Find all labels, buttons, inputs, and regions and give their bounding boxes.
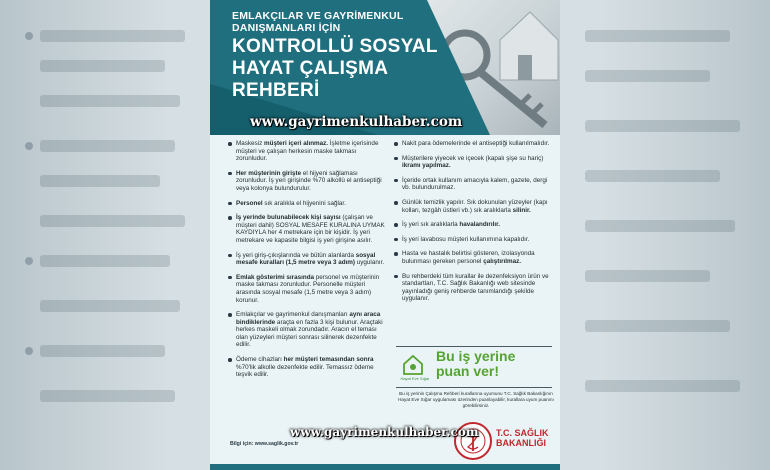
rule-item <box>394 155 552 170</box>
rule-emphasis: sosyal mesafe kuralları (1,5 metre veya 3 adım) <box>236 251 376 267</box>
bullet-icon <box>394 142 398 146</box>
rule-item <box>394 236 552 244</box>
rule-text: İş yeri sık aralıklarla <box>402 221 460 229</box>
blurred-right-column <box>565 0 770 470</box>
rule-item <box>228 311 386 349</box>
rule-item <box>394 250 552 265</box>
rule-text: (çalışan ve müşteri dahil) SOSYAL MESAFE KURALINA UYMAK KAYDIYLA her 4 metrekare için bir kişidir. İş yeri metrekare ve kapasite bilgisi iş yeri girişine asılır. <box>236 214 385 244</box>
rule-text: araçta en fazla 3 kişi bulunur. Araçtaki herkes maskeli olmak zorundadır. Aracın el teması olan yüzeyleri müşteri sonrası silinerek dezenfekte edilir. <box>236 318 383 349</box>
info-link: Bilgi için: www.saglik.gov.tr <box>230 441 299 447</box>
rule-emphasis: aynı araca bindiklerinde <box>236 311 381 326</box>
rule-text: Bu rehberdeki tüm kurallar ile dezenfeksiyon ürün ve standartları, T.C. Sağlık Bakanlığı web sitesinde yayınladığı geniş rehberde tanımlandığı şekilde uygulanır. <box>402 272 549 303</box>
bullet-icon <box>228 254 232 258</box>
rule-emphasis: İş yerinde bulunabilecek kişi sayısı <box>236 214 341 222</box>
rule-text: Maskesiz <box>236 140 264 147</box>
rule-item <box>394 177 552 192</box>
poster-subtitle: EMLAKÇILAR VE GAYRİMENKUL DANIŞMANLARI İÇİN <box>232 10 404 34</box>
bullet-icon <box>394 275 398 279</box>
rule-item <box>394 140 552 148</box>
rule-item <box>228 140 386 163</box>
rating-box <box>396 346 552 388</box>
rule-emphasis: Personel <box>236 199 263 207</box>
rule-item <box>228 252 386 267</box>
bullet-icon <box>394 157 398 161</box>
bullet-icon <box>228 202 232 206</box>
ministry-line1: T.C. SAĞLIK <box>496 428 549 438</box>
rule-text: İş yeri lavabosu müşteri kullanımına kapalıdır. <box>402 235 530 243</box>
bullet-icon <box>394 252 398 256</box>
rule-text: Müşterilere yiyecek ve içecek (kapalı şişe su hariç) <box>402 154 544 162</box>
rating-note: Bu iş yerinin Çalışma Rehberi kurallarına uyumunu T.C. Sağlık Bakanlığının Hayat Eve Sığar uygulaması üzerinden puanlayabilir, kurallara uyum puanını görebilirsiniz. <box>398 391 554 408</box>
rule-item <box>228 274 386 304</box>
watermark-top: www.gayrimenkulhaber.com <box>250 114 463 130</box>
rule-text: İçeride ortak kullanım amacıyla kalem, gazete, dergi vb. bulundurulmaz. <box>402 176 548 192</box>
rule-text: Emlakçılar ve gayrimenkul danışmanları <box>236 311 350 319</box>
rule-text: el hijyeni sağlaması zorunludur. İş yeri girişinde %70 alkollü el antiseptiği veya kolonya bulundurulur. <box>236 169 382 192</box>
rule-emphasis: her müşteri temasından sonra <box>283 356 374 364</box>
footer-bar <box>210 464 560 470</box>
rule-item <box>228 214 386 244</box>
rule-emphasis: müşteri içeri alınmaz. <box>264 140 329 147</box>
rule-emphasis: Emlak gösterimi sırasında <box>236 273 315 281</box>
rule-item <box>394 273 552 303</box>
rule-text: %70'lik alkolle dezenfekte edilir. Temassız ödeme teşvik edilir. <box>236 363 374 379</box>
rule-text: sık aralıkla el hijyenini sağlar. <box>262 199 346 207</box>
poster-title: KONTROLLÜ SOSYAL HAYAT ÇALIŞMA REHBERİ <box>232 36 438 101</box>
rating-title: Bu iş yerine puan ver! <box>436 348 516 379</box>
rule-item <box>228 200 386 208</box>
rule-emphasis: silinir. <box>512 206 531 214</box>
rule-emphasis: havalandırılır. <box>459 221 500 229</box>
rule-emphasis: çalıştırılmaz. <box>483 257 522 265</box>
bullet-icon <box>228 313 232 317</box>
rule-text: İş yeri giriş-çıkışlarında ve bütün alanlarda <box>236 251 356 259</box>
bullet-icon <box>394 179 398 183</box>
rule-item <box>394 199 552 214</box>
rules-left-column <box>228 140 386 386</box>
rating-icon-caption: Hayat Eve Sığar <box>400 376 430 381</box>
bullet-icon <box>394 238 398 242</box>
rule-emphasis: ikramı yapılmaz. <box>402 162 451 170</box>
bullet-icon <box>228 142 232 146</box>
rule-text: Günlük temizlik yapılır. Sık dokunulan yüzeyler (kapı kolları, tezgâh üstleri vb.) sık aralıklarla <box>402 198 548 214</box>
guide-poster <box>210 0 560 470</box>
rule-text: Nakit para ödemelerinde el antiseptiği kullanılmalıdır. <box>402 140 550 147</box>
rule-text: uygulanır. <box>355 259 385 267</box>
bullet-icon <box>394 223 398 227</box>
hayat-eve-sigar-icon <box>402 352 424 376</box>
rule-text: personel ve müşterinin maske takması zorunludur. Personelle müşteri arasında sosyal mesafe (1,5 metre veya 3 adım) korunur. <box>236 273 380 304</box>
ministry-line2: BAKANLIĞI <box>496 438 546 448</box>
blurred-left-column <box>0 0 205 470</box>
bullet-icon <box>228 216 232 220</box>
bullet-icon <box>228 172 232 176</box>
bullet-icon <box>228 276 232 280</box>
rule-text: İşletme içerisinde müşteri ve çalışan herkesin maske takması zorunludur. <box>236 140 379 163</box>
rule-item <box>228 356 386 379</box>
bullet-icon <box>394 201 398 205</box>
rule-item <box>394 221 552 229</box>
rule-text: Hasta ve hastalık belirtisi gösteren, izolasyonda bulunması gereken personel <box>402 250 535 265</box>
watermark-bottom: www.gayrimenkulhaber.com <box>290 425 479 439</box>
bullet-icon <box>228 358 232 362</box>
ministry-name <box>496 428 549 448</box>
rule-item <box>228 170 386 193</box>
rule-emphasis: Her müşterinin girişte <box>236 169 302 177</box>
rules-right-column <box>394 140 552 310</box>
rule-text: Ödeme cihazları <box>236 356 284 364</box>
